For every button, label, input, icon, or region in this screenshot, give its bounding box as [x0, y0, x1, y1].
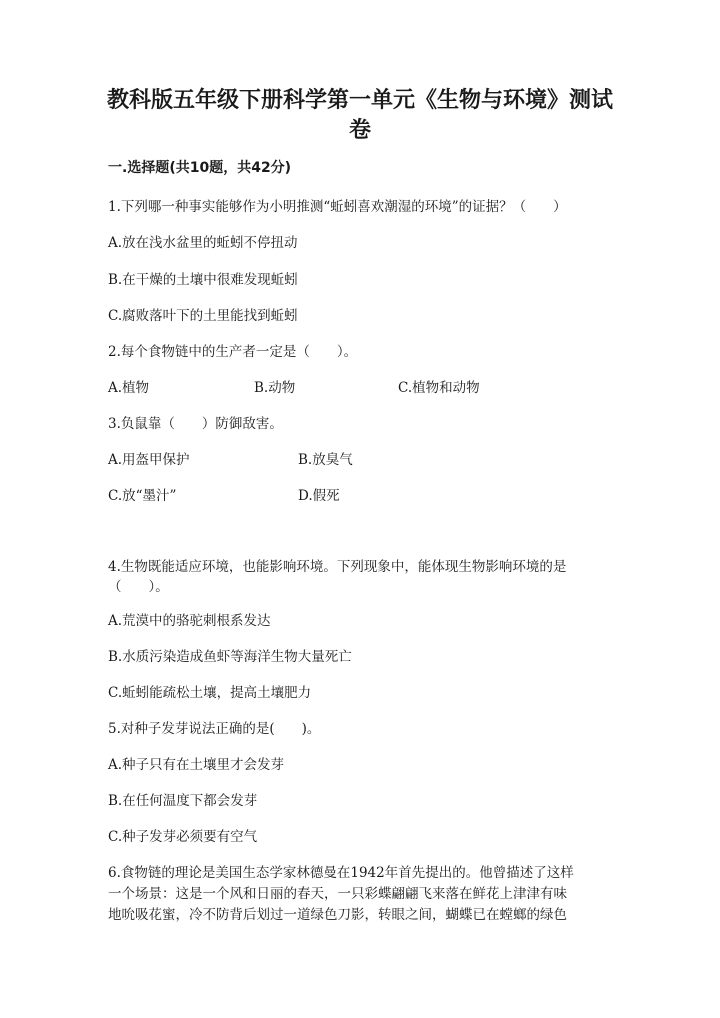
section-heading: 一.选择题(共10题，共42分) — [108, 160, 292, 176]
question-3-option-d: D.假死 — [298, 488, 340, 504]
question-3-stem: 3.负鼠靠（ ）防御敌害。 — [108, 416, 283, 432]
question-2-stem: 2.每个食物链中的生产者一定是（ ）。 — [108, 344, 358, 360]
question-3-option-c: C.放“墨汁” — [108, 488, 177, 504]
question-5-option-a: A.种子只有在土壤里才会发芽 — [108, 757, 285, 773]
question-1-option-c: C.腐败落叶下的土里能找到蚯蚓 — [108, 308, 298, 324]
question-6-line-1: 6.食物链的理论是美国生态学家林德曼在1942年首先提出的。他曾描述了这样 — [108, 865, 574, 881]
question-4-option-a: A.荒漠中的骆驼刺根系发达 — [108, 613, 271, 629]
question-4-option-b: B.水质污染造成鱼虾等海洋生物大量死亡 — [108, 649, 352, 665]
question-2-option-c: C.植物和动物 — [398, 380, 480, 396]
question-5-option-b: B.在任何温度下都会发芽 — [108, 793, 258, 809]
question-4-stem: 4.生物既能适应环境，也能影响环境。下列现象中，能体现生物影响环境的是（ ）。 — [108, 559, 567, 595]
question-5-stem: 5.对种子发芽说法正确的是( )。 — [108, 721, 321, 737]
question-3-option-b: B.放臭气 — [298, 452, 353, 468]
question-4-option-c: C.蚯蚓能疏松土壤，提高土壤肥力 — [108, 685, 312, 701]
question-2-option-b: B.动物 — [254, 380, 296, 396]
question-6-line-2: 一个场景：这是一个风和日丽的春天，一只彩蝶翩翩飞来落在鲜花上津津有味 — [108, 886, 567, 902]
question-1-option-b: B.在干燥的土壤中很难发现蚯蚓 — [108, 272, 298, 288]
question-5-option-c: C.种子发芽必须要有空气 — [108, 829, 258, 845]
question-2-option-a: A.植物 — [108, 380, 150, 396]
page-title: 教科版五年级下册科学第一单元《生物与环境》测试卷 — [106, 88, 613, 143]
question-1-stem: 1.下列哪一种事实能够作为小明推测“蚯蚓喜欢潮湿的环境”的证据？（ ） — [108, 199, 567, 215]
question-6-line-3: 地吮吸花蜜，冷不防背后划过一道绿色刀影，转眼之间，蝴蝶已在螳螂的绿色 — [108, 907, 567, 923]
question-1-option-a: A.放在浅水盆里的蚯蚓不停扭动 — [108, 235, 298, 251]
question-3-option-a: A.用盔甲保护 — [108, 452, 190, 468]
